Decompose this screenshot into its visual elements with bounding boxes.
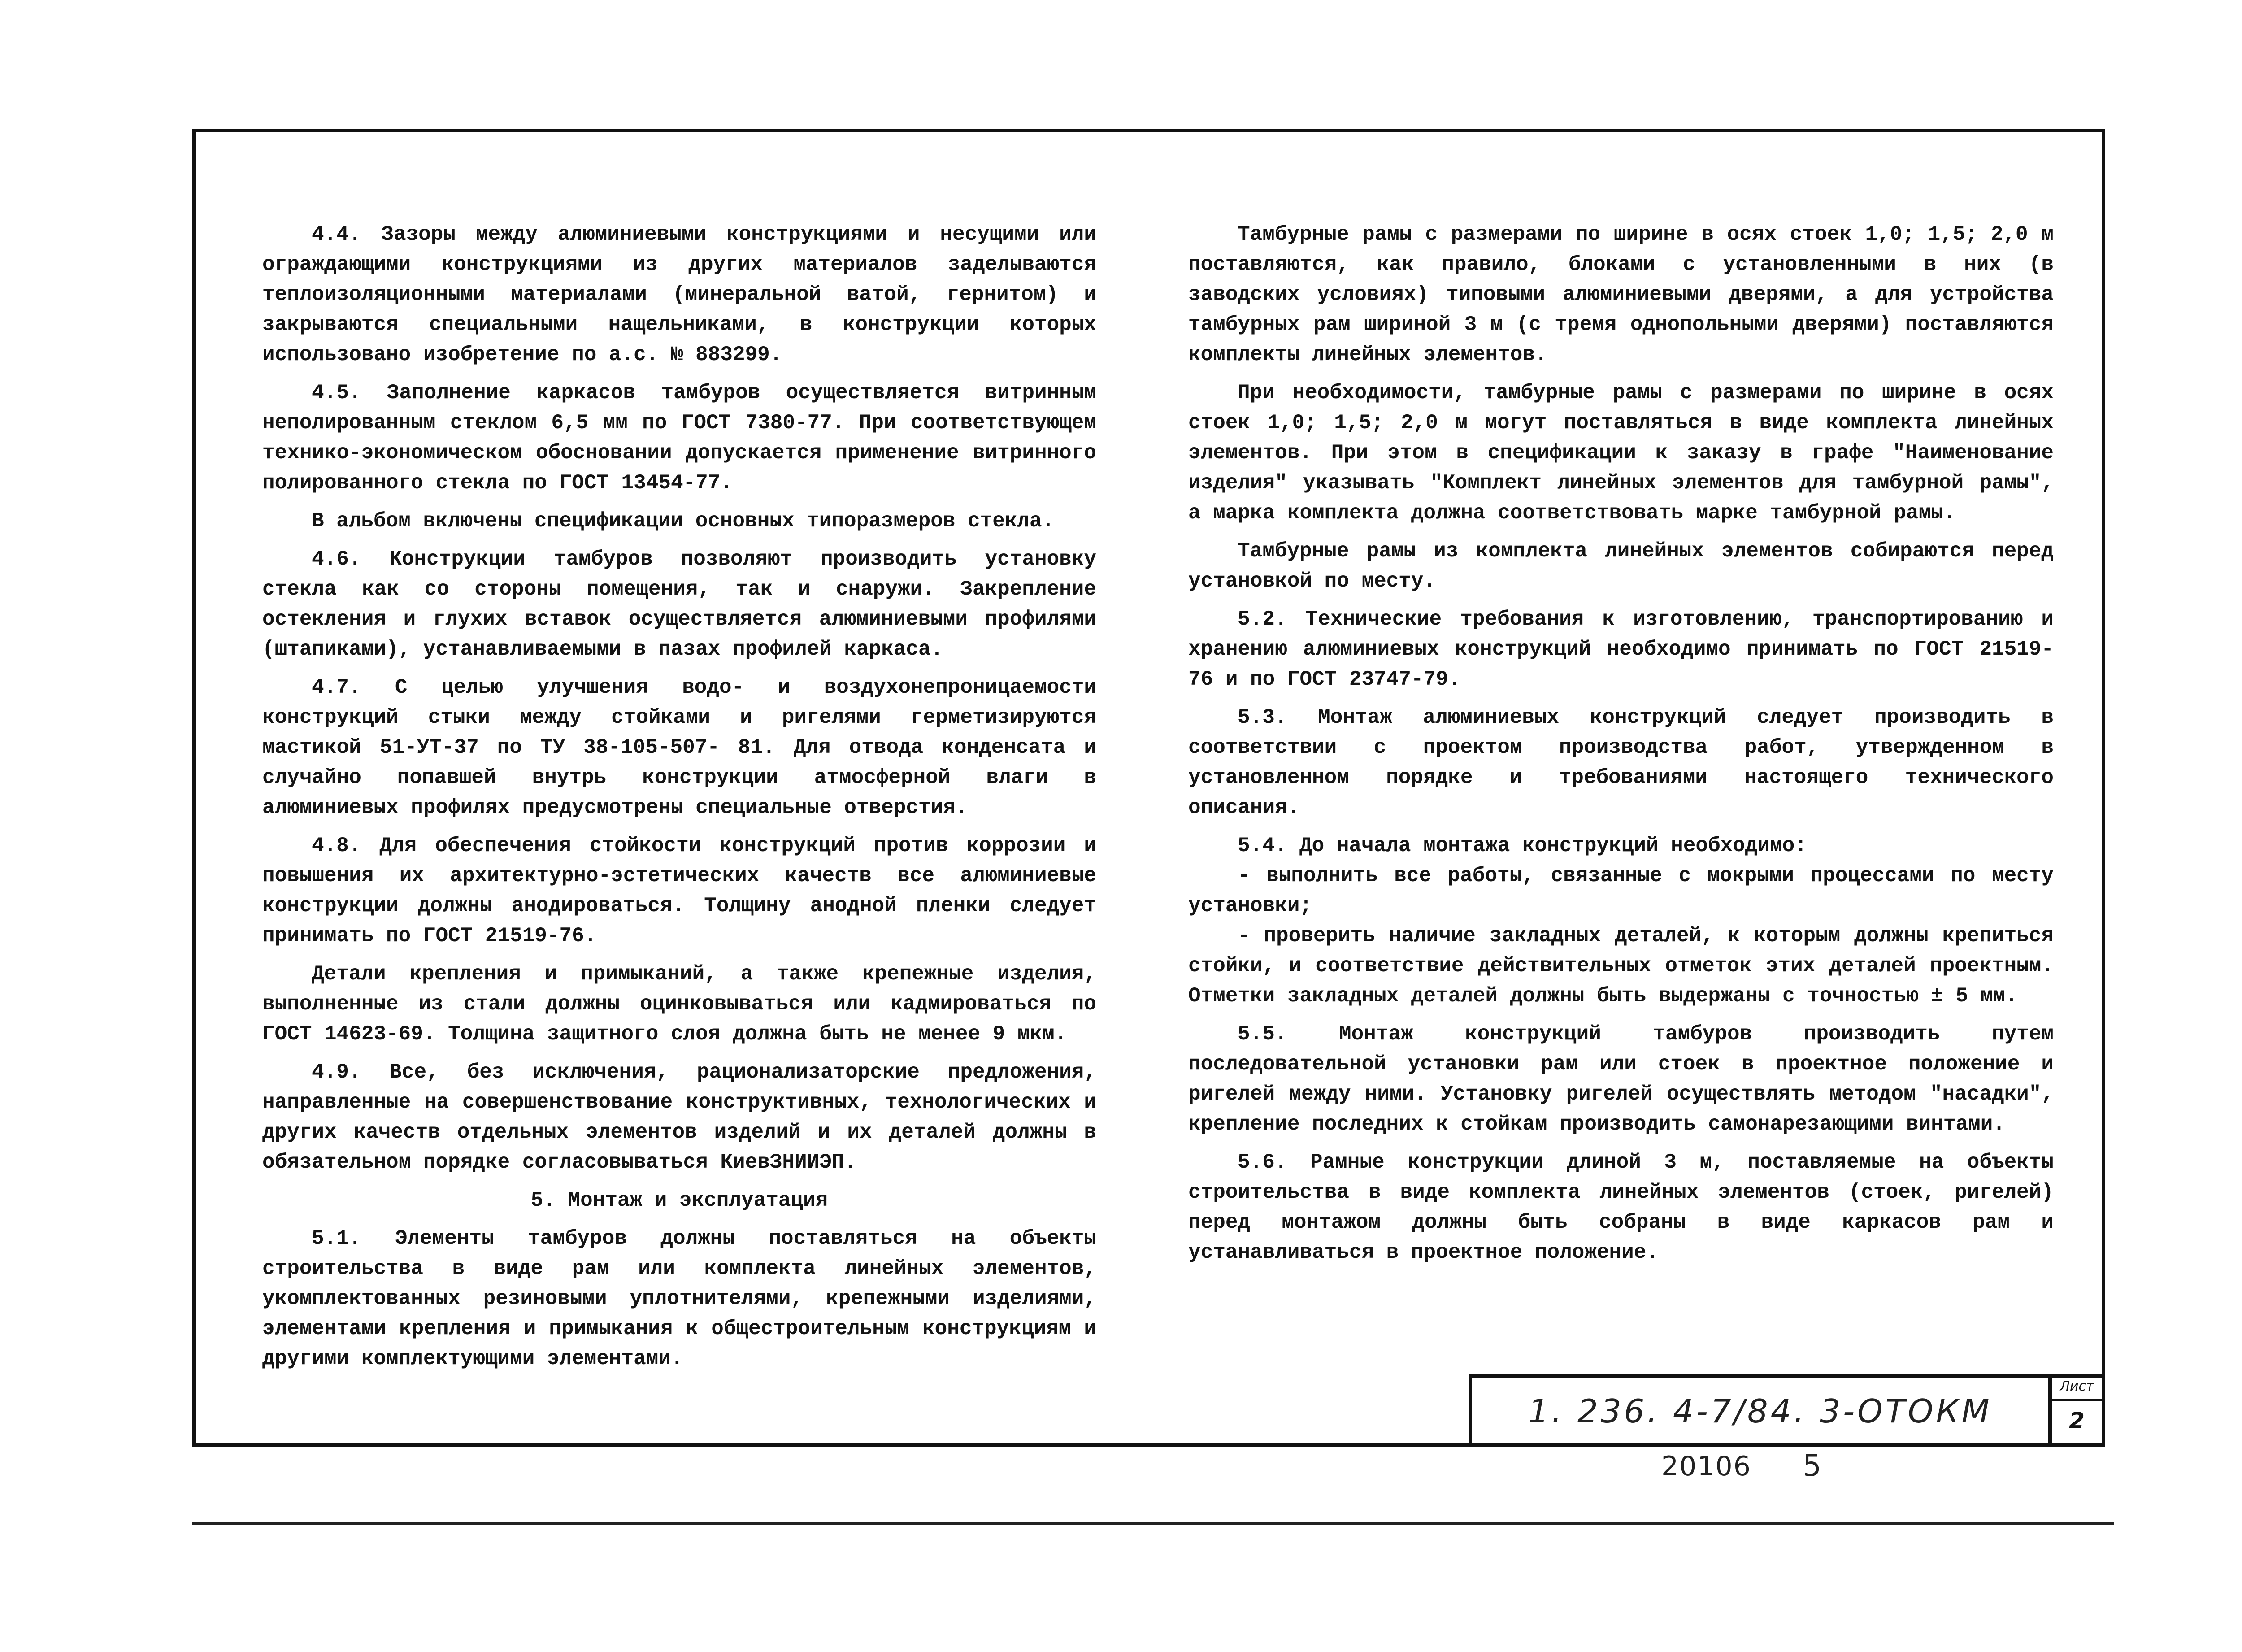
paragraph-5-5: 5.5. Монтаж конструкций тамбуров производить путем последовательной установки рам или стоек в проектное положение и ригелей между ними. Установку ригелей осуществлять методом "насадки", крепление последних к стойкам производить самонарезающими винтами. — [1188, 1022, 2054, 1136]
paragraph-4-8: 4.8. Для обеспечения стойкости конструкций против коррозии и повышения их архитектурно-эстетических качеств все алюминиевые конструкции должны анодироваться. Толщину анодной пленки следует принимать по ГОСТ 21519-76. — [262, 834, 1096, 948]
paragraph-4-5: 4.5. Заполнение каркасов тамбуров осуществляется витринным неполированным стеклом 6,5 мм по ГОСТ 7380-77. При соответствующем технико-экономическом обосновании допускается применение витринного полированного стекла по ГОСТ 13454-77. — [262, 381, 1096, 495]
bottom-rule — [192, 1522, 2114, 1525]
right-text-column — [1188, 220, 2054, 1276]
paragraph-5-1-frames: Тамбурные рамы с размерами по ширине в осях стоек 1,0; 1,5; 2,0 м поставляются, как правило, блоками с установленными в них (в заводских условиях) типовыми алюминиевыми дверями, а для устройства тамбурных рам шириной 3 м (с тремя однопольными дверями) поставляются комплекты линейных элементов. — [1188, 223, 2054, 366]
paragraph-5-4: 5.4. До начала монтажа конструкций необходимо: — [1238, 834, 1807, 857]
paragraph-5-1-necessity: При необходимости, тамбурные рамы с размерами по ширине в осях стоек 1,0; 1,5; 2,0 м могут поставляться в виде комплекта линейных элементов. При этом в спецификации к заказу в графе "Наименование изделия" указывать "Комплект линейных элементов для тамбурной рамы", а марка комплекта должна соответствовать марке тамбурной рамы. — [1188, 381, 2054, 525]
paragraph-5-2: 5.2. Технические требования к изготовлению, транспортированию и хранению алюминиевых конструкций необходимо принимать по ГОСТ 21519-76 и по ГОСТ 23747-79. — [1188, 608, 2054, 691]
frame-left-border — [192, 129, 196, 1445]
title-block — [1469, 1374, 2102, 1444]
paragraph-5-1: 5.1. Элементы тамбуров должны поставляться на объекты строительства в виде рам или комплекта линейных элементов, укомплектованных резиновыми уплотнителями, крепежными изделиями, элементами крепления и примыкания к общестроительным конструкциям и другими комплектующими элементами. — [262, 1227, 1096, 1370]
page-number: 5 — [1803, 1448, 1821, 1483]
frame-right-border — [2102, 129, 2105, 1445]
paragraph-4-6: 4.6. Конструкции тамбуров позволяют производить установку стекла как со стороны помещения, так и снаружи. Закрепление остекления и глухих вставок осуществляется алюминиевыми профилями (штапиками), устанавливаемыми в пазах профилей каркаса. — [262, 548, 1096, 661]
paragraph-5-1-assembly: Тамбурные рамы из комплекта линейных элементов собираются перед установкой по месту. — [1188, 539, 2054, 593]
sheet-cell — [2048, 1374, 2102, 1444]
document-code: 1. 236. 4-7/84. 3-ОТОКМ — [1528, 1392, 1992, 1430]
paragraph-4-4: 4.4. Зазоры между алюминиевыми конструкциями и несущими или ограждающими конструкциями из других материалов заделываются теплоизоляционными материалами (минеральной ватой, гернитом) и закрываются специальными нащельниками, в конструкции которых использовано изобретение по а.с. № 883299. — [262, 223, 1096, 366]
paragraph-4-9: 4.9. Все, без исключения, рационализаторские предложения, направленные на совершенствование конструктивных, технологических и других качеств отдельных элементов изделий и их деталей должны в обязательном порядке согласовываться КиевЗНИИЭП. — [262, 1061, 1096, 1174]
inventory-number: 20106 — [1661, 1451, 1751, 1482]
paragraph-5-4-item-1: - выполнить все работы, связанные с мокрыми процессами по месту установки; — [1188, 864, 2054, 917]
paragraph-4-7: 4.7. С целью улучшения водо- и воздухонепроницаемости конструкций стыки между стойками и ригелями герметизируются мастикой 51-УТ-37 по ТУ 38-105-507- 81. Для отвода конденсата и случайно попавшей внутрь конструкции атмосферной влаги в алюминиевых профилях предусмотрены специальные отверстия. — [262, 676, 1096, 819]
paragraph-4-5-album: В альбом включены спецификации основных типоразмеров стекла. — [312, 509, 1055, 533]
paragraph-5-6: 5.6. Рамные конструкции длиной 3 м, поставляемые на объекты строительства в виде комплекта линейных элементов (стоек, ригелей) перед монтажом должны быть собраны в виде каркасов рам и устанавливаться в проектное положение. — [1188, 1151, 2054, 1264]
paragraph-5-4-item-2: - проверить наличие закладных деталей, к которым должны крепиться стойки, и соответствие действительных отметок этих деталей проектным. Отметки закладных деталей должны быть выдержаны с точностью ± 5 мм. — [1188, 924, 2054, 1008]
paragraph-4-8-fasteners: Детали крепления и примыканий, а также крепежные изделия, выполненные из стали должны оцинковываться или кадмироваться по ГОСТ 14623-69. Толщина защитного слоя должна быть не менее 9 мкм. — [262, 962, 1096, 1046]
sheet-label: Лист — [2052, 1374, 2102, 1401]
left-text-column — [262, 220, 1096, 1382]
frame-top-border — [192, 129, 2105, 132]
paragraph-5-3: 5.3. Монтаж алюминиевых конструкций следует производить в соответствии с проектом производства работ, утвержденном в установленном порядке и требованиями настоящего технического описания. — [1188, 706, 2054, 819]
section-5-heading: 5. Монтаж и эксплуатация — [530, 1189, 828, 1212]
sheet-number: 2 — [2069, 1408, 2085, 1434]
